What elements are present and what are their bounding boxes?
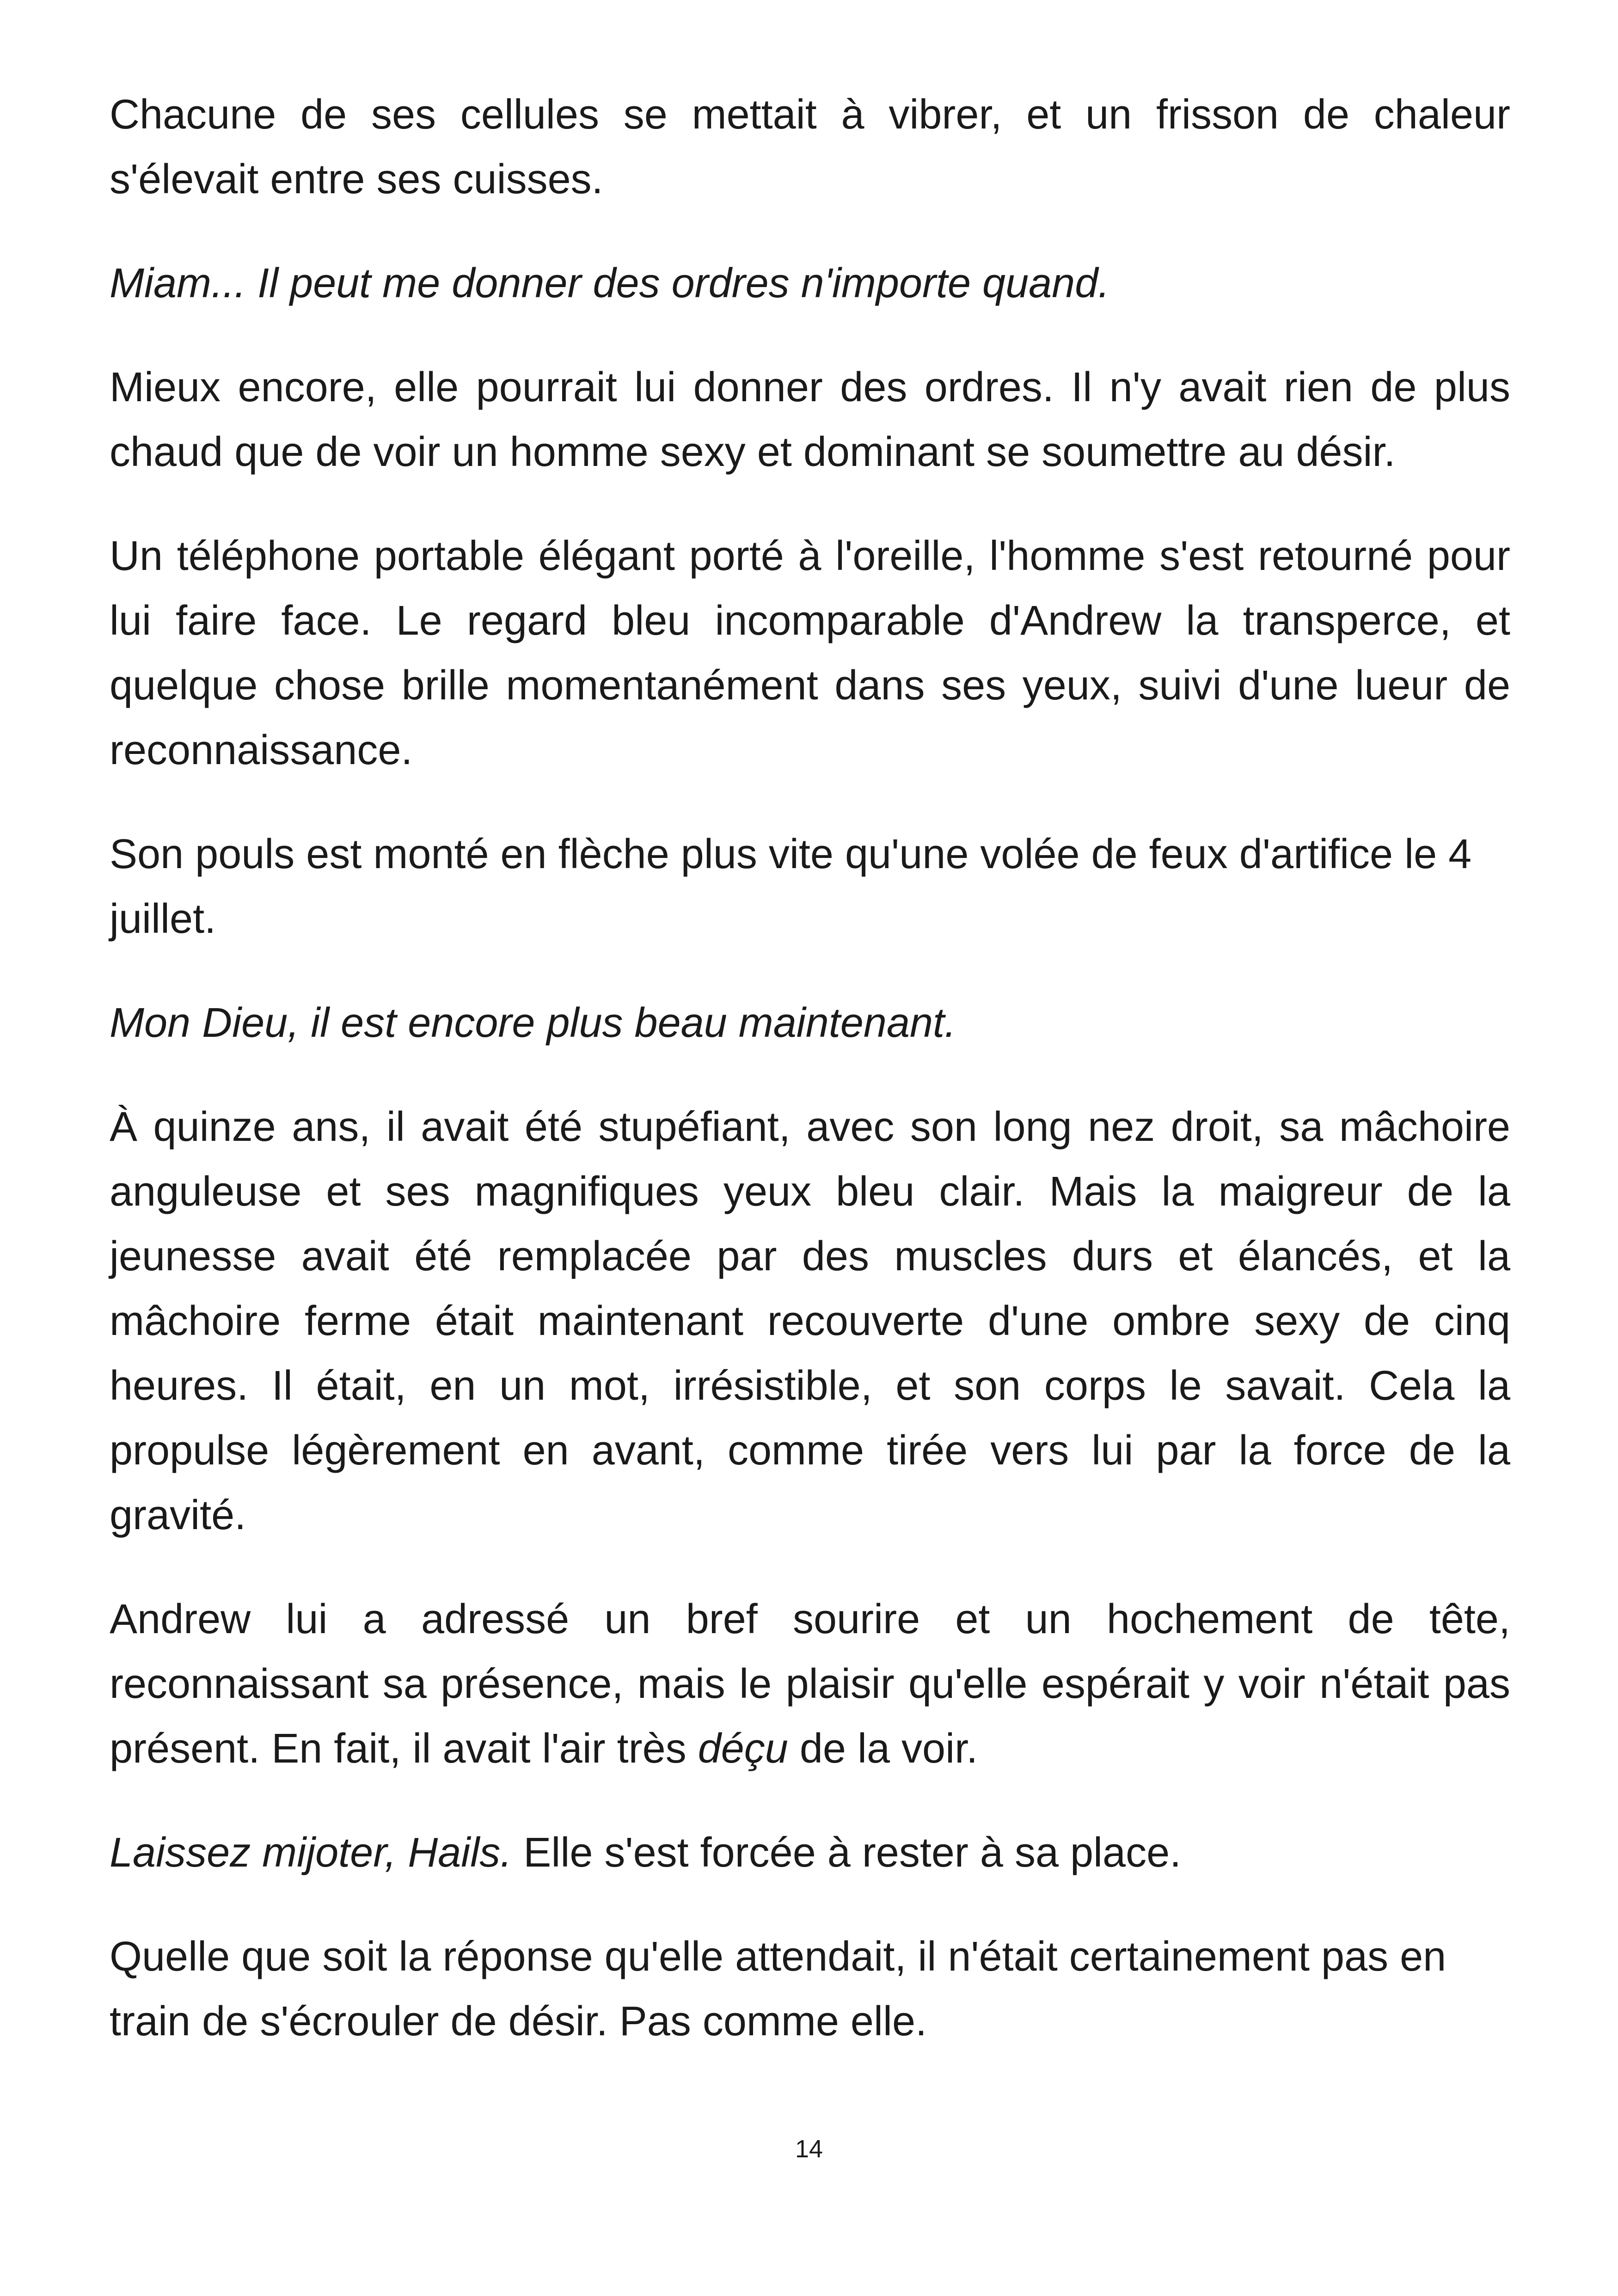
paragraph: Mieux encore, elle pourrait lui donner des ordres. Il n'y avait rien de plus chaud que de voir un homme sexy et dominant se soumettre au désir.: [110, 364, 1510, 475]
paragraph: Quelle que soit la réponse qu'elle attendait, il n'était certainement pas en train de s'écrouler de désir. Pas comme elle.: [110, 1934, 1446, 2045]
text-run: de la voir.: [788, 1726, 978, 1772]
emphasis-word: déçu: [698, 1726, 788, 1772]
page-body: [110, 82, 1510, 2093]
paragraph: [110, 1587, 1510, 1781]
paragraph: Chacune de ses cellules se mettait à vibrer, et un frisson de chaleur s'élevait entre ses cuisses.: [110, 92, 1510, 202]
paragraph: À quinze ans, il avait été stupéfiant, avec son long nez droit, sa mâchoire anguleuse et ses magnifiques yeux bleu clair. Mais la maigreur de la jeunesse avait été remplacée par des muscles durs et élancés, et la mâchoire ferme était maintenant recouverte d'une ombre sexy de cinq heures. Il était, en un mot, irrésistible, et son corps le savait. Cela la propulse légèrement en avant, comme tirée vers lui par la force de la gravité.: [110, 1104, 1510, 1538]
italic-thought: Mon Dieu, il est encore plus beau maintenant.: [110, 1000, 956, 1046]
text-run: Andrew lui a adressé un bref sourire et un hochement de tête, reconnaissant sa présence, mais le plaisir qu'elle espérait y voir n'était pas présent. En fait, il avait l'air très: [110, 1596, 1510, 1772]
text-run: Elle s'est forcée à rester à sa place.: [512, 1830, 1182, 1876]
italic-thought: Laissez mijoter, Hails.: [110, 1830, 512, 1876]
paragraph: Un téléphone portable élégant porté à l'oreille, l'homme s'est retourné pour lui faire face. Le regard bleu incomparable d'Andrew la transperce, et quelque chose brille momentanément dans ses yeux, suivi d'une lueur de reconnaissance.: [110, 533, 1510, 773]
italic-thought: Miam... Il peut me donner des ordres n'importe quand.: [110, 260, 1110, 306]
paragraph: Son pouls est monté en flèche plus vite qu'une volée de feux d'artifice le 4 juillet.: [110, 831, 1472, 942]
paragraph: [110, 1820, 1510, 1885]
page-number: 14: [795, 2135, 823, 2163]
